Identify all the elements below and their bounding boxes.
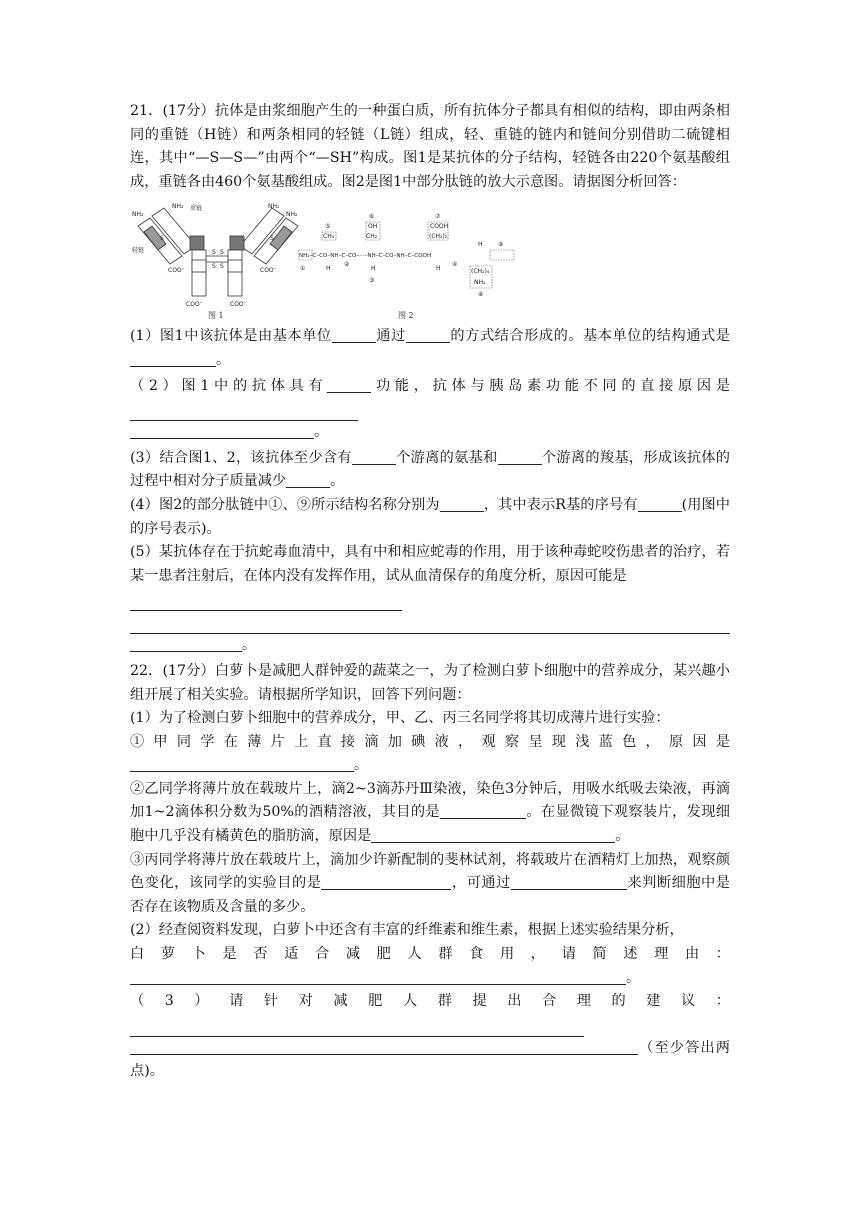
q21-part3: (3）结合图1、2，该抗体至少含有 个游离的氨基和 个游离的羧基，形成该抗体的过程中相对分子质量减少 。 — [130, 449, 730, 490]
q21-part4: (4）图2的部分肽链中①、⑨所示结构名称分别为 ，其中表示R基的序号有 (用图中的序号表示)。 — [130, 496, 730, 537]
fig1-coo-bottom-right: COO⁻ — [230, 301, 247, 309]
fig1-label-light: 轻链 — [132, 247, 145, 255]
fig1-s-5: S — [160, 235, 164, 243]
answer-blank[interactable] — [130, 969, 626, 985]
fig2-r1: CH₃ — [323, 233, 335, 241]
answer-blank[interactable] — [511, 874, 627, 890]
answer-blank[interactable] — [371, 827, 615, 843]
answer-blank[interactable] — [130, 1039, 638, 1055]
fig1-coo-right: COO⁻ — [260, 267, 277, 275]
fig2-n8: ⑧ — [478, 291, 484, 299]
fig2-n3: ③ — [369, 277, 375, 285]
q22-part2: (2）经查阅资料发现，白萝卜中还含有丰富的纤维素和维生素，根据上述实验结果分析， — [130, 922, 684, 939]
q22-part1-b: ②乙同学将薄片放在载玻片上，滴2~3滴苏丹Ⅲ染液，染色3分钟后，用吸水纸吸去染液，再滴加1~2滴体积分数为50%的酒精溶液，其目的是 。在显微镜下观察装片，发现细胞中几乎没有橘黄色的脂肪滴，原因是 。 — [130, 780, 730, 845]
answer-blank[interactable] — [440, 803, 526, 819]
fig2-r2b: CH₂ — [366, 233, 378, 241]
fig1-nh2-right: NH₂ — [286, 211, 298, 219]
fig2-r4a: (CH₂)₄ — [471, 268, 490, 276]
figure-1-caption: 图 1 — [208, 311, 224, 321]
answer-blank[interactable] — [332, 327, 376, 343]
fig2-h-2: H — [371, 265, 376, 273]
fig1-coo-left: COO⁻ — [168, 267, 185, 275]
q21-figures — [130, 196, 730, 321]
q21-part2: （2）图1中的抗体具有 功能，抗体与胰岛素功能不同的直接原因是 — [130, 377, 730, 394]
answer-line[interactable] — [130, 1014, 584, 1037]
q22-intro: 22．(17分）白萝卜是减肥人群钟爱的蔬菜之一，为了检测白萝卜细胞中的营养成分，某兴趣小组开展了相关实验。请根据所学知识，回答下列问题： — [130, 662, 730, 703]
answer-blank[interactable] — [327, 377, 371, 393]
q22-part1-c: ③丙同学将薄片放在载玻片上，滴加少许新配制的斐林试剂，将载玻片在酒精灯上加热，观察颜色变化，该同学的实验目的是 ，可通过 来判断细胞中是否存在该物质及含量的多少。 — [130, 851, 730, 915]
figure-1-antibody-structure — [130, 196, 305, 321]
fig1-coo-bottom-left: COO⁻ — [186, 301, 203, 309]
exam-page — [130, 100, 730, 1084]
fig2-n5: ⑤ — [325, 223, 331, 231]
q22-part1-a-end: 。 — [130, 754, 730, 778]
fig2-h-1: H — [326, 265, 331, 273]
fig1-nh2-left: NH₂ — [132, 211, 144, 219]
answer-blank[interactable] — [352, 449, 396, 465]
fig2-r4b: NH₂ — [474, 279, 486, 287]
fig2-h-3: H — [436, 265, 441, 273]
figure-2-caption: 图 2 — [398, 311, 414, 321]
answer-line[interactable] — [130, 588, 402, 611]
answer-blank[interactable] — [130, 756, 354, 772]
q22-part1: (1）为了检测白萝卜细胞中的营养成分，甲、乙、丙三名同学将其切成薄片进行实验： — [130, 710, 670, 727]
q21-intro: 21．(17分）抗体是由浆细胞产生的一种蛋白质，所有抗体分子都具有相似的结构，即由两条相同的重链（H链）和两条相同的轻链（L链）组成，轻、重链的链内和链间分别借助二硫键相连，其中“—S—S—”由两个“—SH”构成。图1是某抗体的分子结构，轻链各由220个氨基酸组成，重链各由460个氨基酸组成。图2是图1中部分肽链的放大示意图。请据图分析回答： — [130, 103, 730, 190]
fig1-nh2-left-inner: NH₂ — [172, 203, 184, 211]
q21-part5-end: 。 — [130, 634, 730, 658]
fig1-nh2-right-inner: NH₂ — [268, 203, 280, 211]
answer-blank[interactable] — [130, 636, 242, 652]
answer-blank[interactable] — [130, 351, 216, 367]
q22-part3-end: （至少答出两点)。 — [130, 1039, 730, 1080]
fig1-s-2: S — [220, 249, 224, 257]
fig2-h-4: H — [478, 241, 483, 249]
fig1-label-heavy: 重链 — [190, 205, 203, 213]
fig2-n2: ② — [344, 261, 350, 269]
fig2-n6: ⑥ — [369, 213, 375, 221]
fig1-s-1: S — [212, 249, 216, 257]
fig2-n4: ④ — [452, 261, 458, 269]
fig1-s-4: S — [220, 263, 224, 271]
fig1-s-6: S — [270, 235, 274, 243]
fig2-r3a: COOH — [430, 223, 449, 231]
q22-part2-b: 白萝卜是否适合减肥人群食用，请简述理由： — [130, 946, 730, 963]
answer-blank[interactable] — [321, 874, 451, 890]
answer-blank[interactable] — [130, 423, 314, 439]
q21-part1: (1）图1中该抗体是由基本单位 通过 的方式结合形成的。基本单位的结构通式是。 — [130, 328, 730, 368]
fig1-s-3: S — [212, 263, 216, 271]
fig2-r3b: (CH₂)₂ — [429, 233, 448, 241]
fig2-r2a: OH — [368, 223, 378, 231]
fig2-n9: ⑨ — [498, 241, 504, 249]
answer-blank[interactable] — [406, 327, 450, 343]
q22-part1-a: ①甲同学在薄片上直接滴加碘液，观察呈现浅蓝色，原因是 — [130, 733, 730, 750]
fig2-n7: ⑦ — [435, 213, 441, 221]
q22-part3: （3）请针对减肥人群提出合理的建议： — [130, 993, 730, 1010]
figure-2-peptide-chain — [298, 196, 528, 321]
answer-line[interactable] — [130, 398, 358, 421]
answer-blank[interactable] — [498, 449, 542, 465]
fig2-main-chain: NH₂–C–CO–NH–C–CO–···–NH–C–CO–NH–C–COOH — [299, 253, 432, 260]
answer-line[interactable] — [130, 611, 730, 634]
q22-part2-end: 。 — [130, 967, 730, 991]
q21-part5: (5）某抗体存在于抗蛇毒血清中，具有中和相应蛇毒的作用，用于该种毒蛇咬伤患者的治疗，若某一患者注射后，在体内没有发挥作用，试从血清保存的角度分析，原因可能是 — [130, 544, 730, 584]
fig2-n1: ① — [300, 265, 306, 273]
answer-blank[interactable] — [286, 472, 330, 488]
answer-blank[interactable] — [638, 496, 682, 512]
answer-blank[interactable] — [440, 496, 484, 512]
q21-part2-end: 。 — [130, 421, 730, 445]
